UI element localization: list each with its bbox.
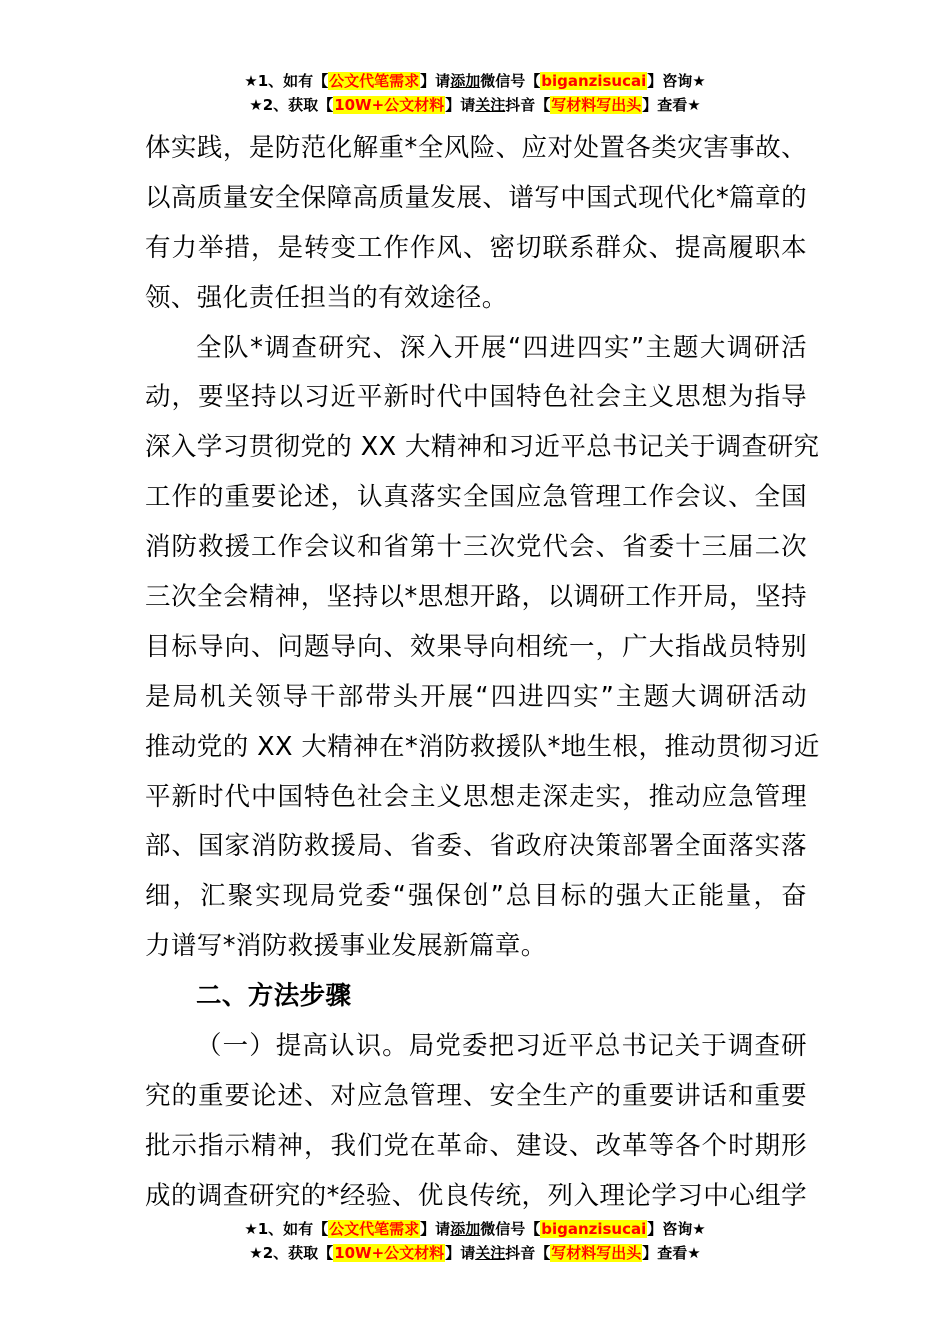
banner-text: 】咨询★ [647,1220,706,1238]
body-line: 动，要坚持以习近平新时代中国特色社会主义思想为指导 [145,382,807,413]
body-line: 体实践，是防范化解重*全风险、应对处置各类灾害事故、 [145,133,807,163]
body-line: 消防救援工作会议和省第十三次党代会、省委十三届二次 [145,532,807,563]
banner-line-2 [0,93,950,117]
banner-highlight: biganzisucai [541,1220,647,1238]
banner-text: ★1、如有【 [244,1220,329,1238]
banner-underlined: 添加 [450,1220,481,1238]
body-line: 是局机关领导干部带头开展“四进四实”主题大调研活动 [145,681,807,712]
banner-line-1 [0,1217,950,1241]
body-line: 领、强化责任担当的有效途径。 [145,282,508,313]
banner-text: 微信号【 [480,1220,541,1238]
body-line: 工作的重要论述，认真落实全国应急管理工作会议、全国 [145,482,807,513]
banner-text: 】请 [420,1220,451,1238]
banner-line-1 [0,69,950,93]
banner-highlight: 写材料写出头 [551,1244,642,1262]
body-line: 究的重要论述、对应急管理、安全生产的重要讲话和重要 [145,1080,807,1111]
banner-highlight: 写材料写出头 [551,96,642,114]
banner-underlined: 添加 [450,72,481,90]
body-line: 细，汇聚实现局党委“强保创”总目标的强大正能量，奋 [145,881,807,912]
body-line: 平新时代中国特色社会主义思想走深走实，推动应急管理 [145,781,807,812]
banner-underlined: 关注 [475,1244,506,1262]
banner-text: 微信号【 [480,72,541,90]
body-line: 深入学习贯彻党的 XX 大精神和习近平总书记关于调查研究 [145,432,820,463]
body-line: 部、国家消防救援局、省委、省政府决策部署全面落实落 [145,831,807,862]
body-line: 成的调查研究的*经验、优良传统，列入理论学习中心组学 [145,1180,807,1211]
banner-line-2 [0,1241,950,1265]
banner-text: 抖音【 [505,96,551,114]
body-line: 目标导向、问题导向、效果导向相统一，广大指战员特别 [145,631,807,662]
banner-text: ★1、如有【 [244,72,329,90]
banner-highlight: biganzisucai [541,72,647,90]
body-line: 力谱写*消防救援事业发展新篇章。 [145,931,547,962]
banner-text: 】咨询★ [647,72,706,90]
body-line: 推动党的 XX 大精神在*消防救援队*地生根，推动贯彻习近 [145,731,820,762]
document-body [145,124,820,1222]
header-banner [0,69,950,117]
banner-text: 】查看★ [642,1244,701,1262]
banner-underlined: 关注 [475,96,506,114]
banner-text: 】请 [445,96,476,114]
banner-highlight: 10W+公文材料 [334,96,445,114]
body-line: 以高质量安全保障高质量发展、谱写中国式现代化*篇章的 [145,182,807,213]
footer-banner [0,1217,950,1265]
banner-highlight: 公文代笔需求 [329,72,420,90]
banner-text: 】请 [420,72,451,90]
banner-highlight: 10W+公文材料 [334,1244,445,1262]
body-line: 有力举措，是转变工作作风、密切联系群众、提高履职本 [145,232,807,263]
banner-text: 】请 [445,1244,476,1262]
banner-text: ★2、获取【 [249,96,334,114]
body-line: 批示指示精神，我们党在革命、建设、改革等各个时期形 [145,1130,807,1161]
banner-text: ★2、获取【 [249,1244,334,1262]
banner-highlight: 公文代笔需求 [329,1220,420,1238]
banner-text: 抖音【 [505,1244,551,1262]
body-line: 全队*调查研究、深入开展“四进四实”主题大调研活 [196,332,807,363]
banner-text: 】查看★ [642,96,701,114]
section-heading: 二、方法步骤 [196,981,352,1012]
body-line: （一）提高认识。局党委把习近平总书记关于调查研 [196,1031,807,1062]
body-line: 三次全会精神，坚持以*思想开路，以调研工作开局，坚持 [145,582,807,613]
